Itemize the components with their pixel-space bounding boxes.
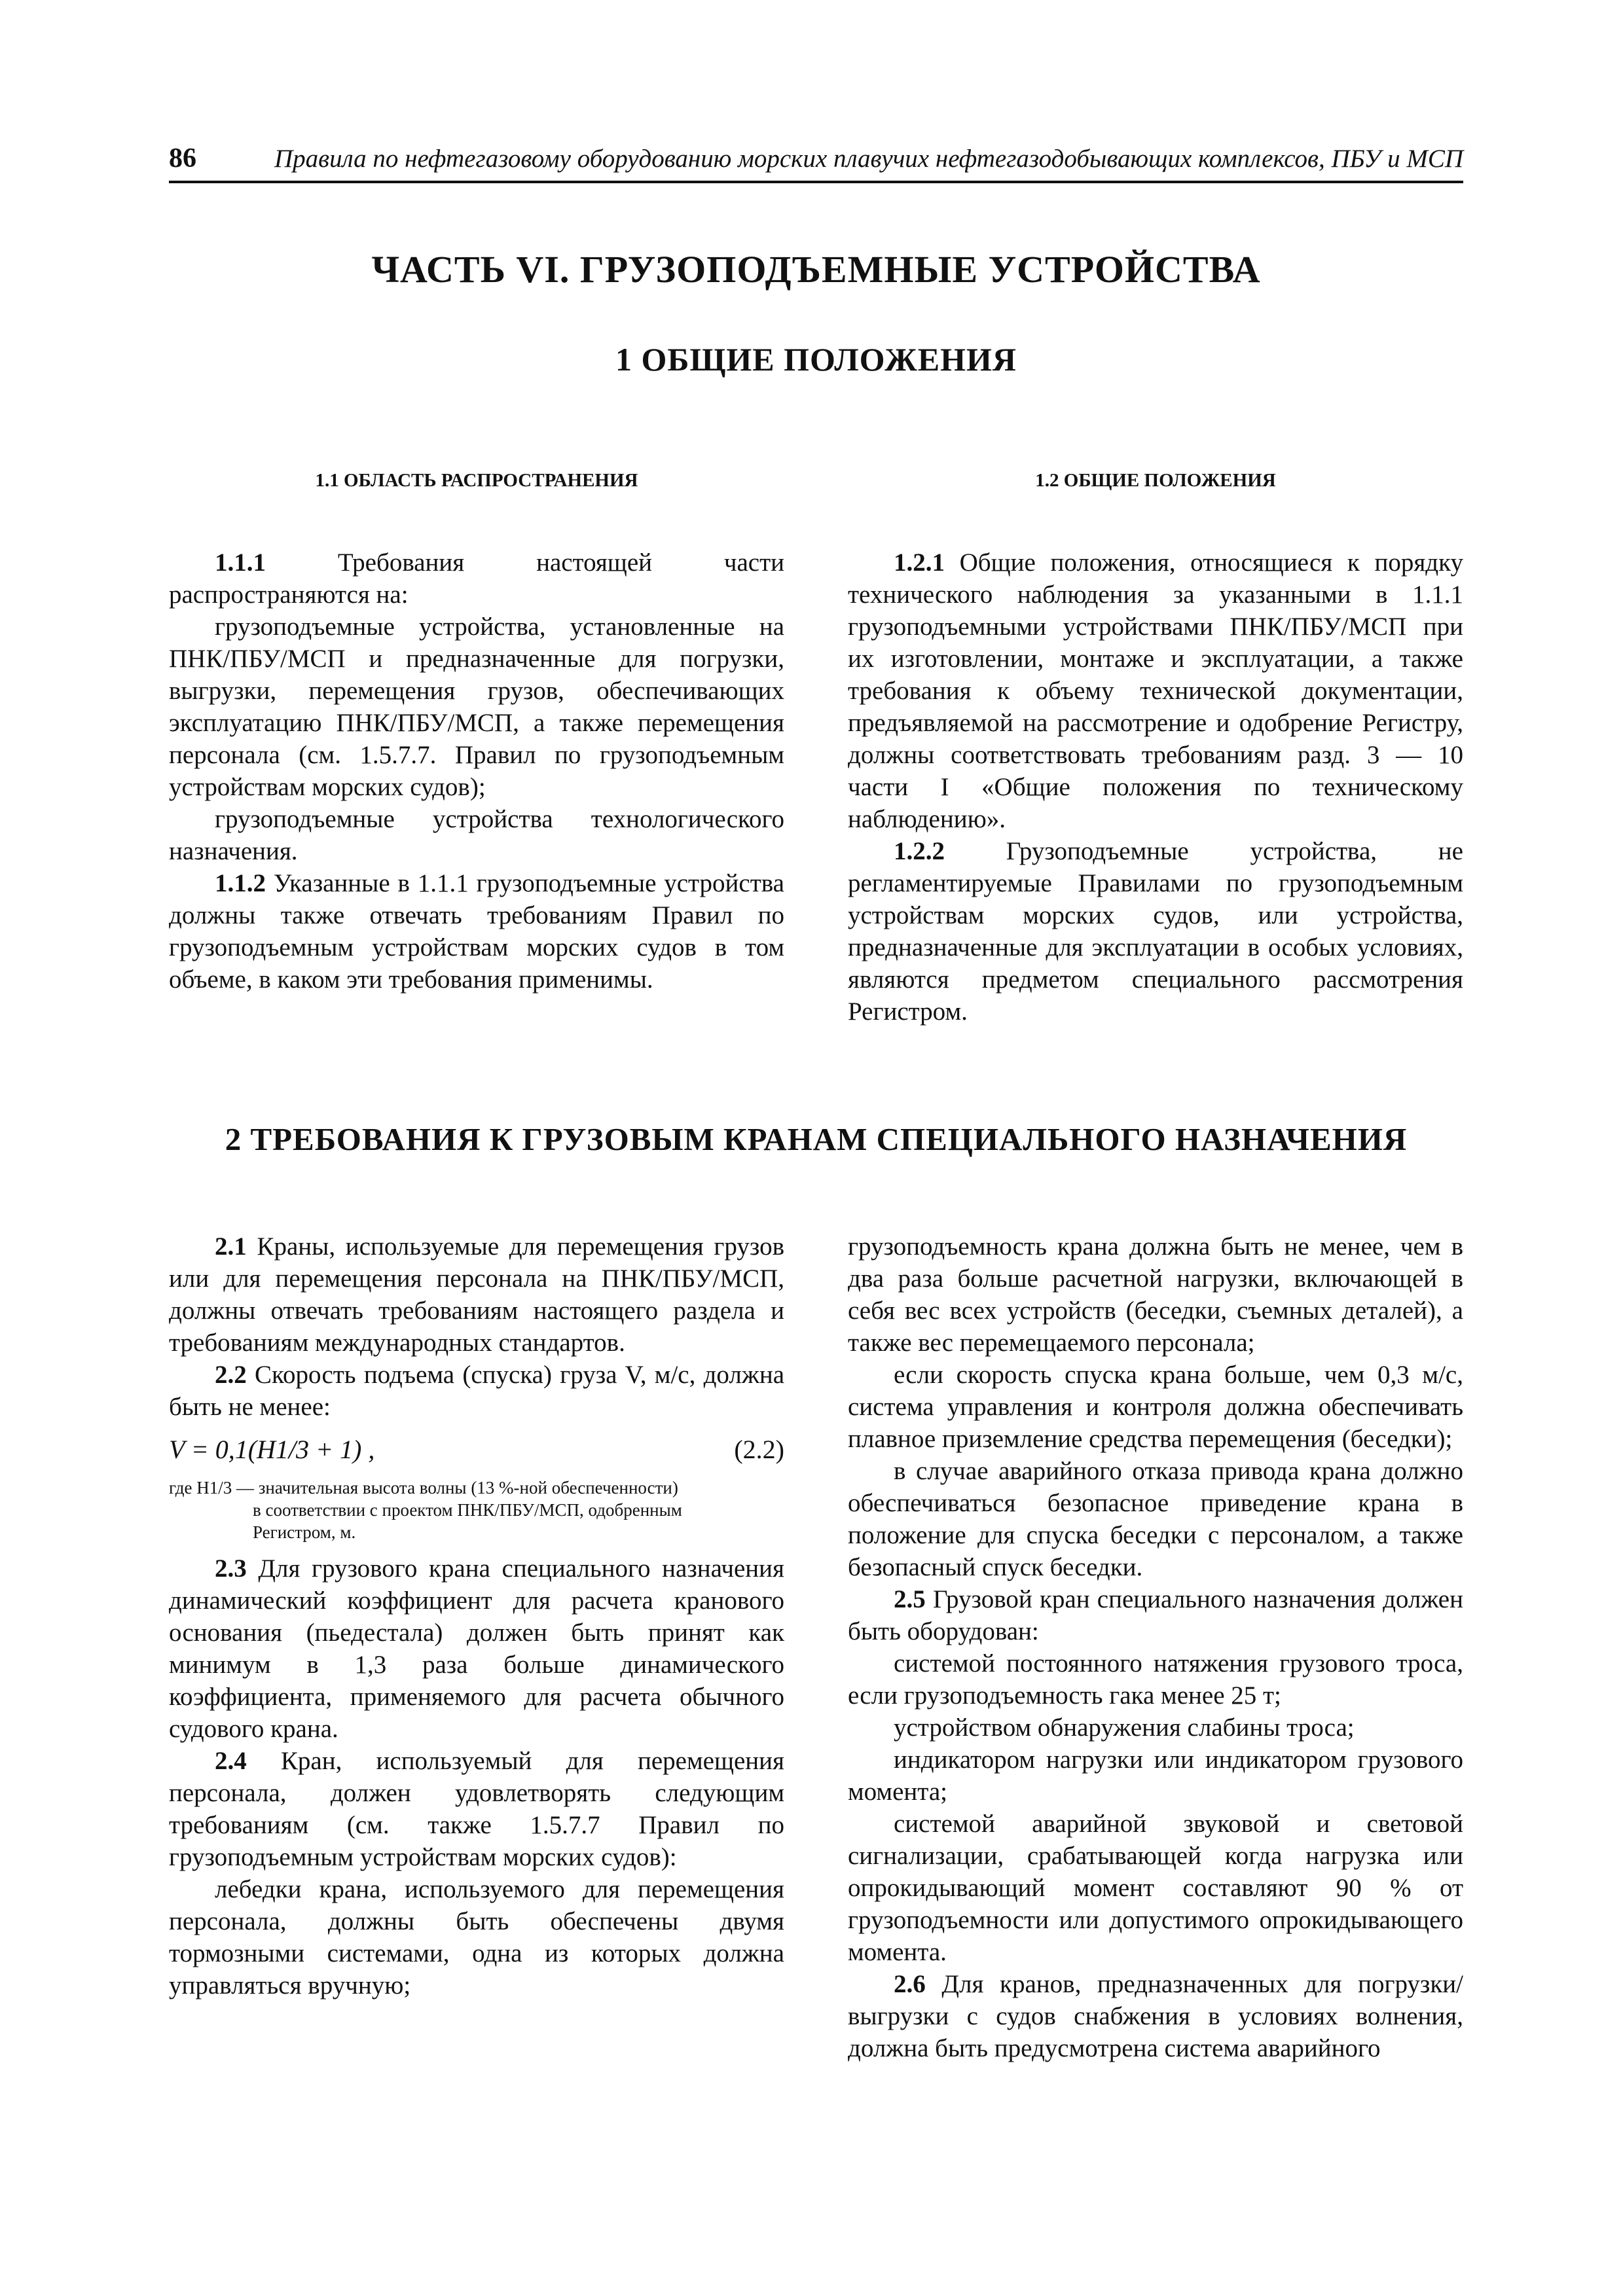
formula-number: (2.2)	[734, 1435, 784, 1464]
note-line-1: где H1/3 — значительная высота волны (13 %-ной обеспеченности)	[169, 1478, 678, 1498]
section-2-title: 2 ТРЕБОВАНИЯ К ГРУЗОВЫМ КРАНАМ СПЕЦИАЛЬНОГО НАЗНАЧЕНИЯ	[225, 1121, 1408, 1157]
paragraph-text: Кран, используемый для перемещения персонала, должен удовлетворять следующим требованиям (см. также 1.5.7.7 Правил по грузоподъемным устройствам морских судов):	[169, 1747, 784, 1871]
clause-number: 1.2.1	[894, 548, 945, 577]
paragraph-text: Для кранов, предназначенных для погрузки/выгрузки с судов снабжения в условиях волнения, должна быть предусмотрена система аварийного	[848, 1970, 1463, 2062]
paragraph-text: Для грузового крана специального назначения динамический коэффициент для расчета кранового основания (пьедестала) должен быть принят как минимум в 1,3 раза больше динамического коэффициента, применяемого для расчета обычного судового крана.	[169, 1554, 784, 1743]
clause-number: 2.2	[215, 1361, 247, 1389]
clause-number: 2.1	[215, 1232, 247, 1261]
paragraph-text: если скорость спуска крана больше, чем 0,3 м/с, система управления и контроля должна обеспечивать плавное приземление средства перемещения (беседки);	[848, 1361, 1463, 1453]
paragraph-text: Указанные в 1.1.1 грузоподъемные устройства должны также отвечать требованиям Правил по грузоподъемным устройствам морских судов в том объеме, в каком эти требования применимы.	[169, 869, 784, 994]
paragraph	[169, 1230, 784, 1359]
formula-2-2	[169, 1428, 784, 1471]
section-2-right-column	[848, 1230, 1463, 2064]
paragraph-text: Краны, используемые для перемещения грузов или для перемещения персонала на ПНК/ПБУ/МСП, должны отвечать требованиям настоящего раздела и требованиям международных стандартов.	[169, 1232, 784, 1357]
note-line-2: в соответствии с проектом ПНК/ПБУ/МСП, одобренным	[253, 1500, 682, 1520]
page-number: 86	[169, 143, 196, 173]
paragraph-text: Грузоподъемные устройства, не регламентируемые Правилами по грузоподъемным устройствам морских судов, или устройства, предназначенные для эксплуатации в особых условиях, являются предметом специального рассмотрения Регистром.	[848, 837, 1463, 1026]
subsection-1-2-title: 1.2 ОБЩИЕ ПОЛОЖЕНИЯ	[1035, 470, 1276, 491]
clause-number: 2.6	[894, 1970, 926, 1998]
paragraph	[848, 1744, 1463, 1808]
section-1-title: 1 ОБЩИЕ ПОЛОЖЕНИЯ	[615, 341, 1017, 378]
paragraph	[848, 1712, 1463, 1744]
paragraph-text: Требования настоящей части распространяются на:	[169, 548, 784, 609]
paragraph	[169, 1552, 784, 1745]
paragraph-text: системой аварийной звуковой и световой сигнализации, срабатывающей когда нагрузка или опрокидывающий момент составляют 90 % от грузоподъемности или допустимого опрокидывающего момента.	[848, 1810, 1463, 1966]
paragraph-text: лебедки крана, используемого для перемещения персонала, должны быть обеспечены двумя тормозными системами, одна из которых должна управляться вручную;	[169, 1875, 784, 2000]
paragraph	[169, 1359, 784, 1423]
paragraph	[169, 867, 784, 996]
paragraph	[848, 1808, 1463, 1968]
running-header	[169, 139, 1463, 183]
paragraph-text: в случае аварийного отказа привода крана должно обеспечиваться безопасное приведение крана в положение для спуска беседки с персоналом, а также безопасный спуск беседки.	[848, 1457, 1463, 1581]
section-1-right-column	[848, 547, 1463, 1028]
formula-note	[169, 1477, 784, 1543]
clause-number: 2.5	[894, 1585, 926, 1613]
part-title: ЧАСТЬ VI. ГРУЗОПОДЪЕМНЫЕ УСТРОЙСТВА	[371, 248, 1261, 291]
section-2-left-column	[169, 1230, 784, 2001]
paragraph	[169, 1745, 784, 1873]
paragraph	[169, 547, 784, 611]
paragraph-text: грузоподъемные устройства технологического назначения.	[169, 805, 784, 865]
paragraph	[169, 1873, 784, 2001]
clause-number: 2.3	[215, 1554, 247, 1583]
note-line-3: Регистром, м.	[253, 1522, 356, 1542]
paragraph	[848, 1647, 1463, 1712]
clause-number: 1.2.2	[894, 837, 945, 865]
paragraph	[848, 1455, 1463, 1583]
clause-number: 2.4	[215, 1747, 247, 1775]
paragraph	[848, 835, 1463, 1028]
running-title: Правила по нефтегазовому оборудованию морских плавучих нефтегазодобывающих комплексов, ПБУ и МСП	[274, 145, 1463, 173]
paragraph-text: грузоподъемные устройства, установленные на ПНК/ПБУ/МСП и предназначенные для погрузки, выгрузки, перемещения грузов, обеспечивающих эксплуатацию ПНК/ПБУ/МСП, а также перемещения персонала (см. 1.5.7.7. Правил по грузоподъемным устройствам морских судов);	[169, 613, 784, 801]
paragraph	[848, 1359, 1463, 1455]
clause-number: 1.1.1	[215, 548, 266, 577]
section-1-left-column	[169, 547, 784, 996]
paragraph-text: Грузовой кран специального назначения должен быть оборудован:	[848, 1585, 1463, 1645]
paragraph	[848, 1968, 1463, 2064]
paragraph	[848, 1583, 1463, 1647]
paragraph	[169, 611, 784, 803]
paragraph-text: системой постоянного натяжения грузового троса, если грузоподъемность гака менее 25 т;	[848, 1649, 1463, 1710]
formula-expression: V = 0,1(H1/3 + 1) ,	[169, 1435, 375, 1464]
paragraph-text: Скорость подъема (спуска) груза V, м/с, должна быть не менее:	[169, 1361, 784, 1421]
clause-number: 1.1.2	[215, 869, 266, 897]
paragraph-text: индикатором нагрузки или индикатором грузового момента;	[848, 1746, 1463, 1806]
paragraph-text: грузоподъемность крана должна быть не менее, чем в два раза больше расчетной нагрузки, включающей в себя вес всех устройств (беседки, съемных деталей), а также вес перемещаемого персонала;	[848, 1232, 1463, 1357]
paragraph-text: Общие положения, относящиеся к порядку технического наблюдения за указанными в 1.1.1 грузоподъемными устройствами ПНК/ПБУ/МСП при их изготовлении, монтаже и эксплуатации, а также требования к объему технической документации, предъявляемой на рассмотрение и одобрение Регистру, должны соответствовать требованиям разд. 3 — 10 части I «Общие положения по техническому наблюдению».	[848, 548, 1463, 833]
paragraph	[848, 547, 1463, 835]
paragraph	[848, 1230, 1463, 1359]
paragraph	[169, 803, 784, 867]
subsection-1-1-title: 1.1 ОБЛАСТЬ РАСПРОСТРАНЕНИЯ	[315, 470, 638, 491]
paragraph-text: устройством обнаружения слабины троса;	[894, 1713, 1355, 1742]
